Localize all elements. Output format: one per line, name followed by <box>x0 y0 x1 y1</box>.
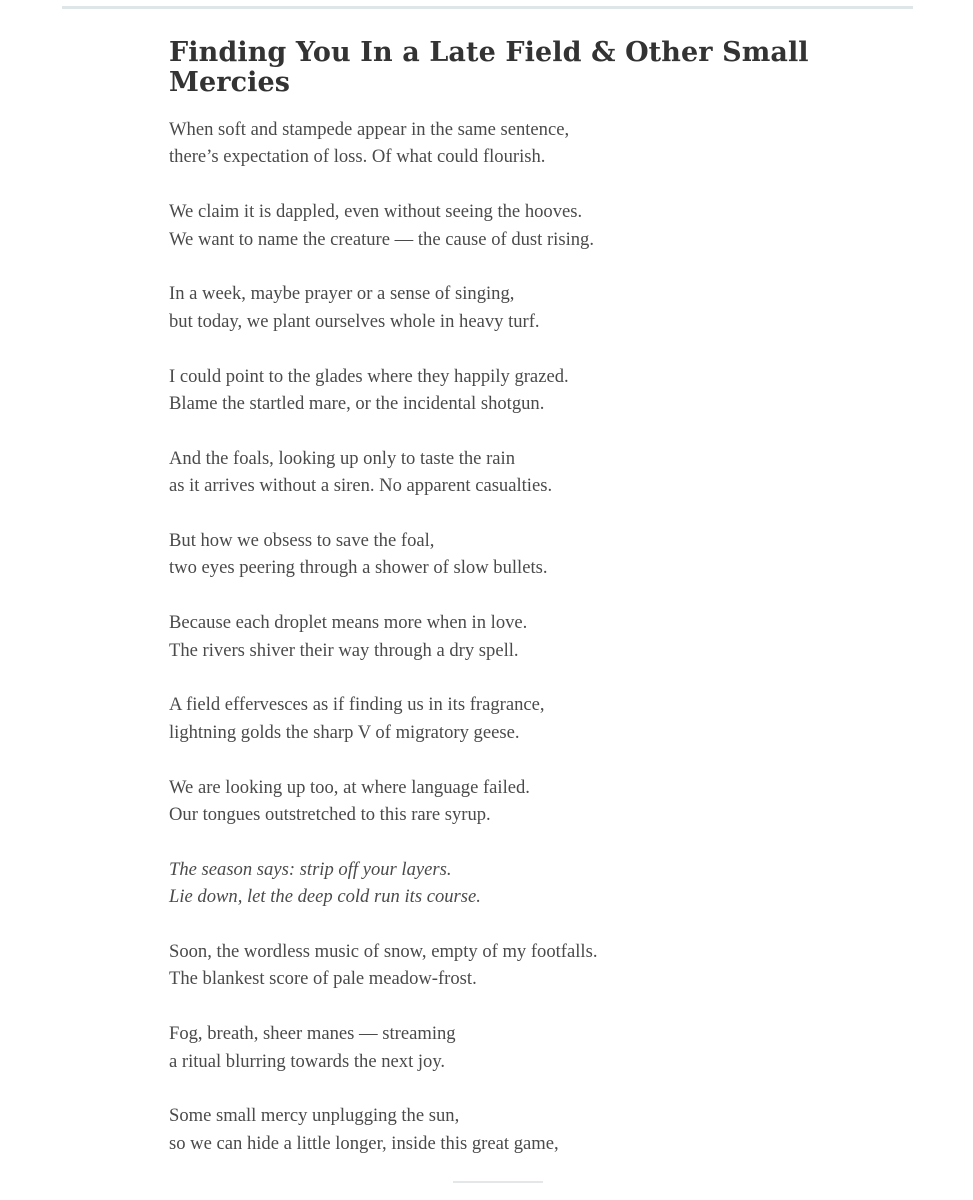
stanza <box>169 774 809 829</box>
stanza <box>169 116 809 171</box>
stanza-italic <box>169 856 809 911</box>
poem-line: two eyes peering through a shower of slow bullets. <box>169 557 548 579</box>
poem-line: The blankest score of pale meadow-frost. <box>169 968 477 990</box>
poem-line: The rivers shiver their way through a dry spell. <box>169 639 519 661</box>
poem-article <box>169 38 809 1185</box>
stanza <box>169 1020 809 1075</box>
poem-line: but today, we plant ourselves whole in heavy turf. <box>169 310 540 332</box>
poem-line: Lie down, let the deep cold run its course. <box>169 886 481 908</box>
stanza <box>169 1102 809 1157</box>
poem-line: Some small mercy unplugging the sun, <box>169 1105 460 1127</box>
poem-line: And the foals, looking up only to taste the rain <box>169 447 515 469</box>
stanza <box>169 609 809 664</box>
poem-line: The season says: strip off your layers. <box>169 858 452 880</box>
poem-body <box>169 116 809 1157</box>
stanza <box>169 445 809 500</box>
poem-line: so we can hide a little longer, inside this great game, <box>169 1132 559 1154</box>
poem-line: lightning golds the sharp V of migratory geese. <box>169 721 520 743</box>
stanza <box>169 198 809 253</box>
poem-line: a ritual blurring towards the next joy. <box>169 1050 446 1072</box>
poem-line: Our tongues outstretched to this rare syrup. <box>169 804 491 826</box>
poem-line: Blame the startled mare, or the incidental shotgun. <box>169 393 545 415</box>
poem-line: Soon, the wordless music of snow, empty of my footfalls. <box>169 941 598 963</box>
bottom-divider <box>453 1181 543 1183</box>
poem-line: I could point to the glades where they happily grazed. <box>169 365 569 387</box>
stanza <box>169 938 809 993</box>
poem-line: We claim it is dappled, even without seeing the hooves. <box>169 201 583 223</box>
poem-line: A field effervesces as if finding us in its fragrance, <box>169 694 545 716</box>
poem-line: Because each droplet means more when in love. <box>169 612 528 634</box>
stanza <box>169 691 809 746</box>
poem-line: When soft and stampede appear in the same sentence, <box>169 119 570 140</box>
poem-line: We want to name the creature — the cause of dust rising. <box>169 228 594 250</box>
poem-line: In a week, maybe prayer or a sense of singing, <box>169 283 515 305</box>
poem-line: We are looking up too, at where language failed. <box>169 776 530 798</box>
poem-line: as it arrives without a siren. No apparent casualties. <box>169 475 553 497</box>
stanza <box>169 363 809 418</box>
poem-line: Fog, breath, sheer manes — streaming <box>169 1023 456 1045</box>
top-divider <box>62 6 913 9</box>
poem-line: But how we obsess to save the foal, <box>169 530 435 552</box>
poem-line: there’s expectation of loss. Of what could flourish. <box>169 146 546 168</box>
stanza <box>169 527 809 582</box>
poem-title: Finding You In a Late Field & Other Small Mercies <box>169 37 809 98</box>
stanza <box>169 280 809 335</box>
